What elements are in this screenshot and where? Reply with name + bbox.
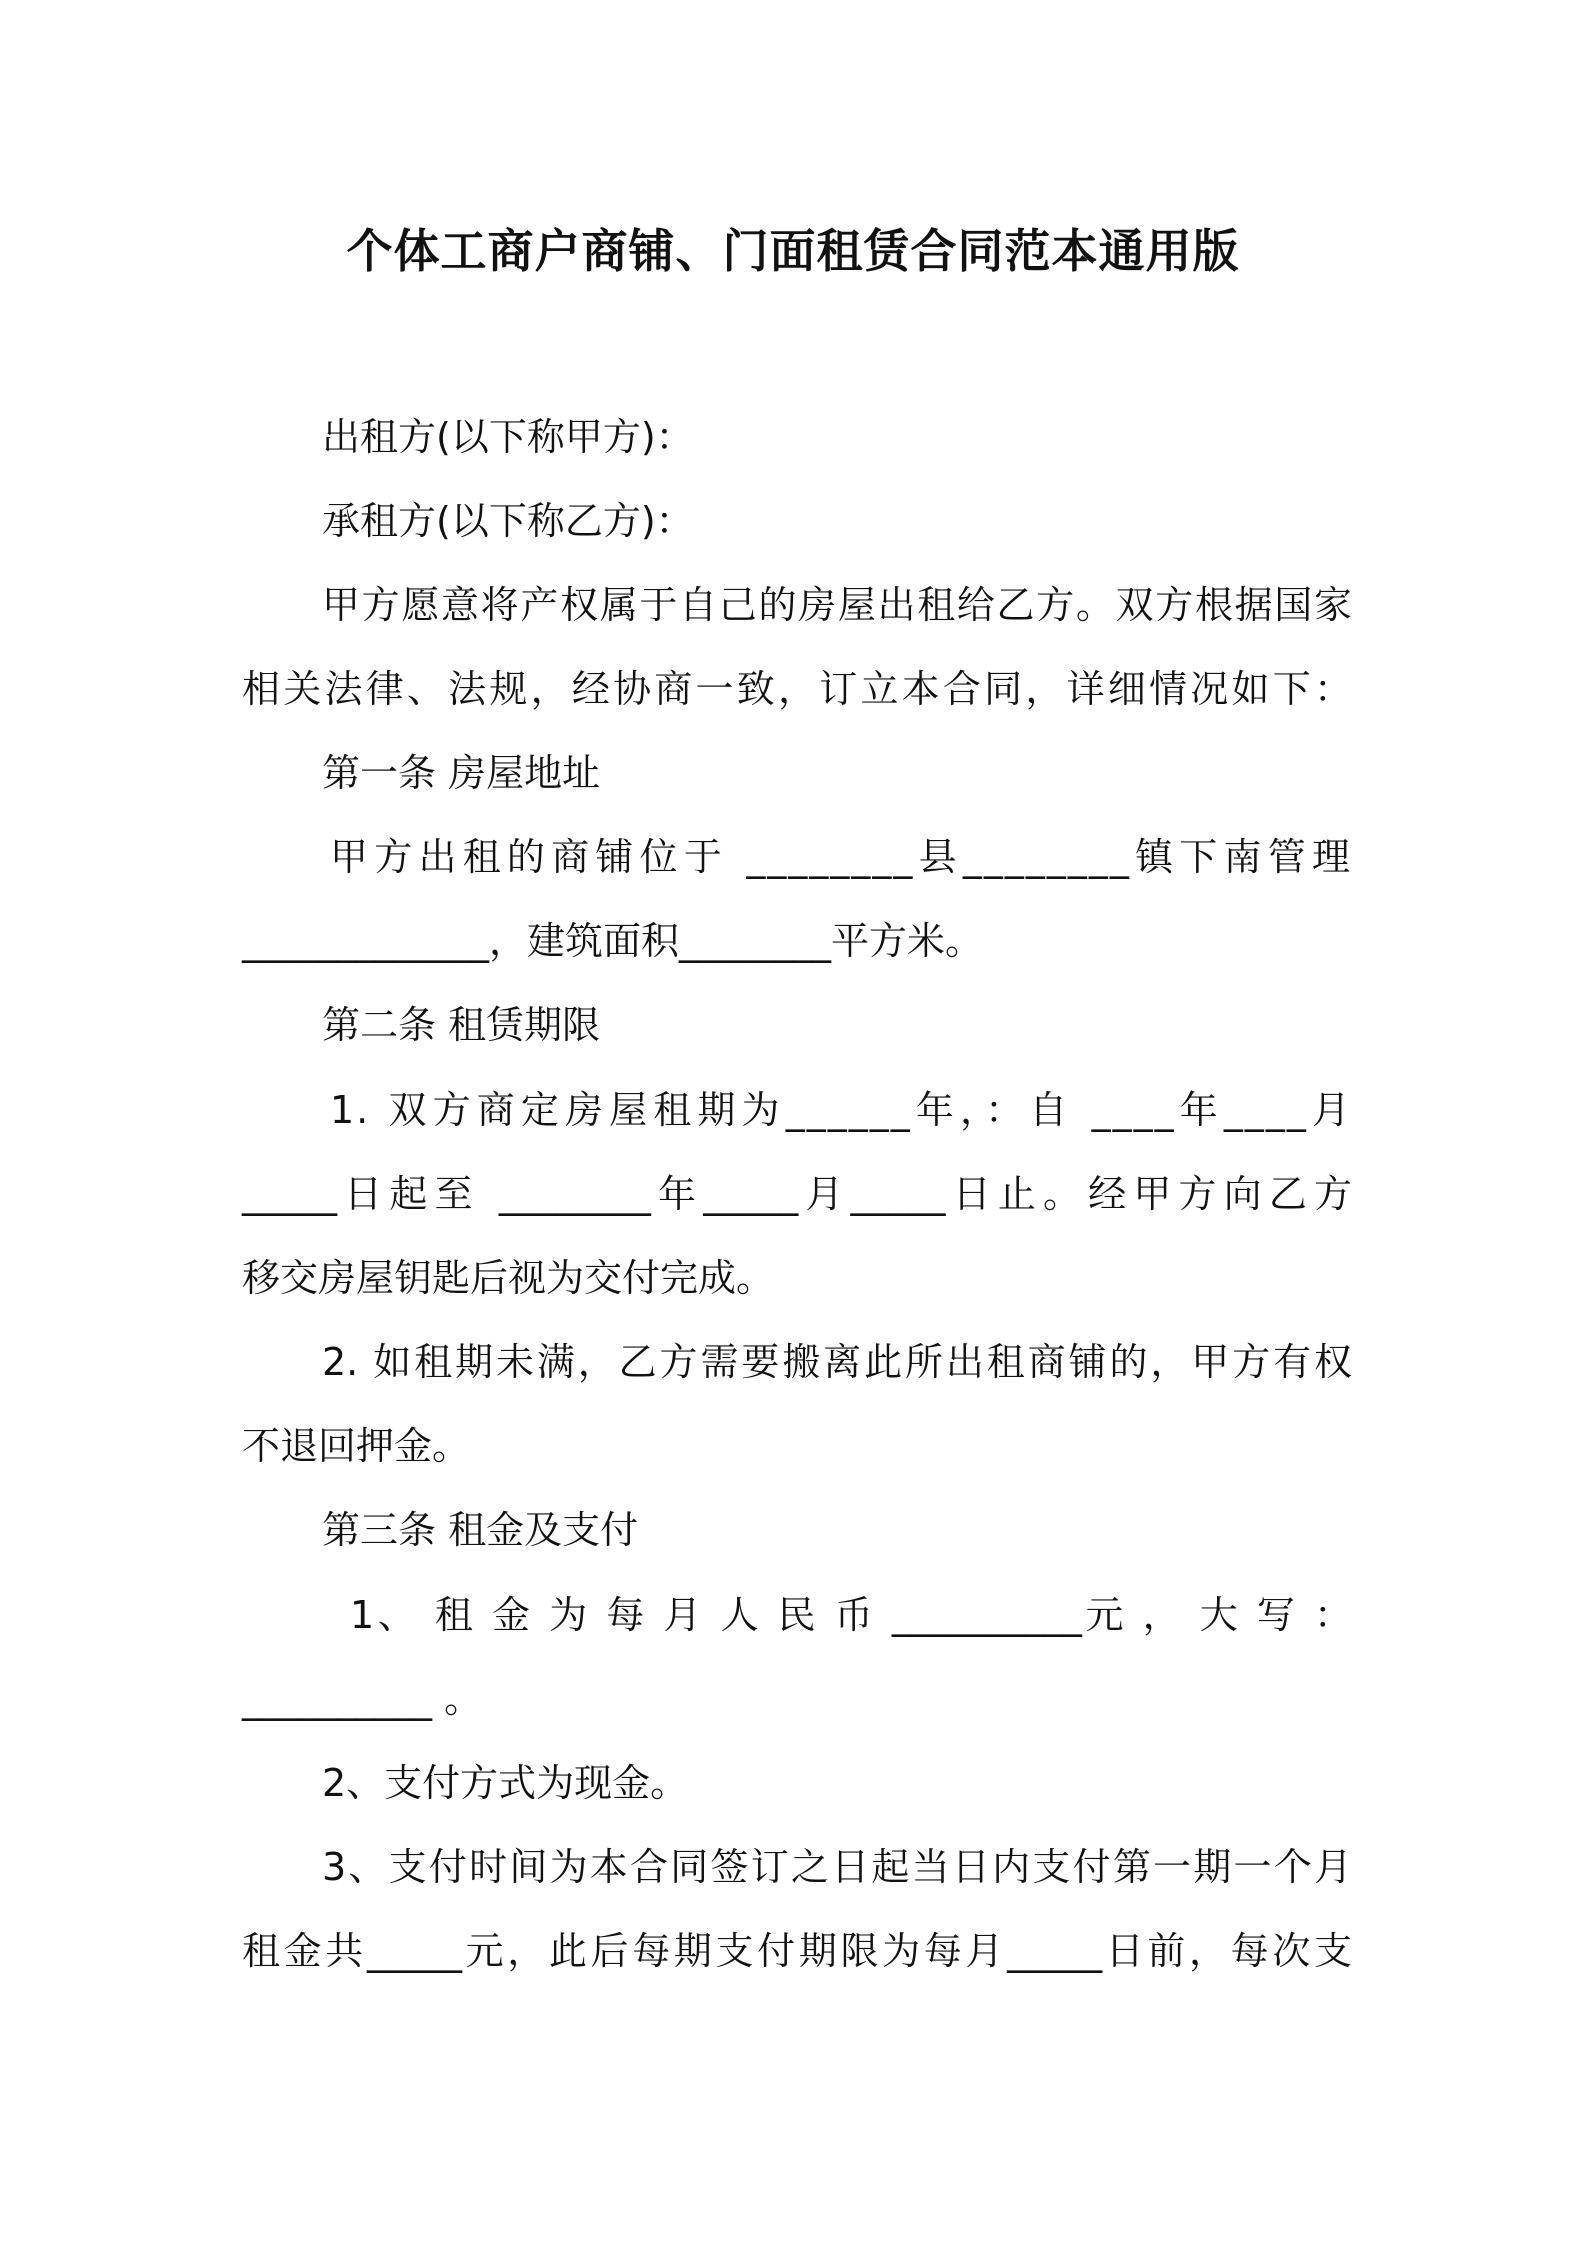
article-1-line-2: _____________，建筑面积________平方米。 bbox=[242, 919, 984, 963]
article-2-item-1-line-1: 1. 双方商定房屋租期为______年，：自 ____年____月 bbox=[330, 1088, 1352, 1132]
article-3-heading: 第三条 租金及支付 bbox=[322, 1508, 639, 1552]
article-3-item-3-line-2: 租金共_____元，此后每期支付期限为每月_____日前，每次支 bbox=[242, 1929, 1352, 1973]
lessor-line: 出租方(以下称甲方)： bbox=[322, 415, 694, 459]
lessee-line: 承租方(以下称乙方)： bbox=[322, 499, 694, 543]
article-2-heading: 第二条 租赁期限 bbox=[322, 1003, 601, 1047]
document-title: 个体工商户商铺、门面租赁合同范本通用版 bbox=[346, 224, 1240, 278]
article-3-item-3-line-1: 3、支付时间为本合同签订之日起当日内支付第一期一个月 bbox=[322, 1845, 1352, 1889]
article-2-item-1-line-2: _____日起至 ________年_____月_____日止。经甲方向乙方 bbox=[242, 1172, 1352, 1216]
intro-line-2: 相关法律、法规，经协商一致，订立本合同，详细情况如下： bbox=[242, 667, 1352, 711]
article-3-item-1-line-1: 1、 租 金 为 每 月 人 民 币 __________元 ， 大 写 ： bbox=[350, 1593, 1352, 1637]
article-3-item-2: 2、支付方式为现金。 bbox=[322, 1761, 689, 1805]
article-1-heading: 第一条 房屋地址 bbox=[322, 751, 601, 795]
article-3-item-1-line-2: __________ 。 bbox=[242, 1677, 483, 1721]
article-2-item-1-line-3: 移交房屋钥匙后视为交付完成。 bbox=[242, 1256, 775, 1300]
article-2-item-2-line-2: 不退回押金。 bbox=[242, 1424, 471, 1468]
intro-line-1: 甲方愿意将产权属于自己的房屋出租给乙方。双方根据国家 bbox=[322, 583, 1352, 627]
article-1-line-1: 甲方出租的商铺位于 ________县________镇下南管理 bbox=[330, 835, 1352, 879]
article-2-item-2-line-1: 2. 如租期未满，乙方需要搬离此所出租商铺的，甲方有权 bbox=[322, 1340, 1352, 1384]
